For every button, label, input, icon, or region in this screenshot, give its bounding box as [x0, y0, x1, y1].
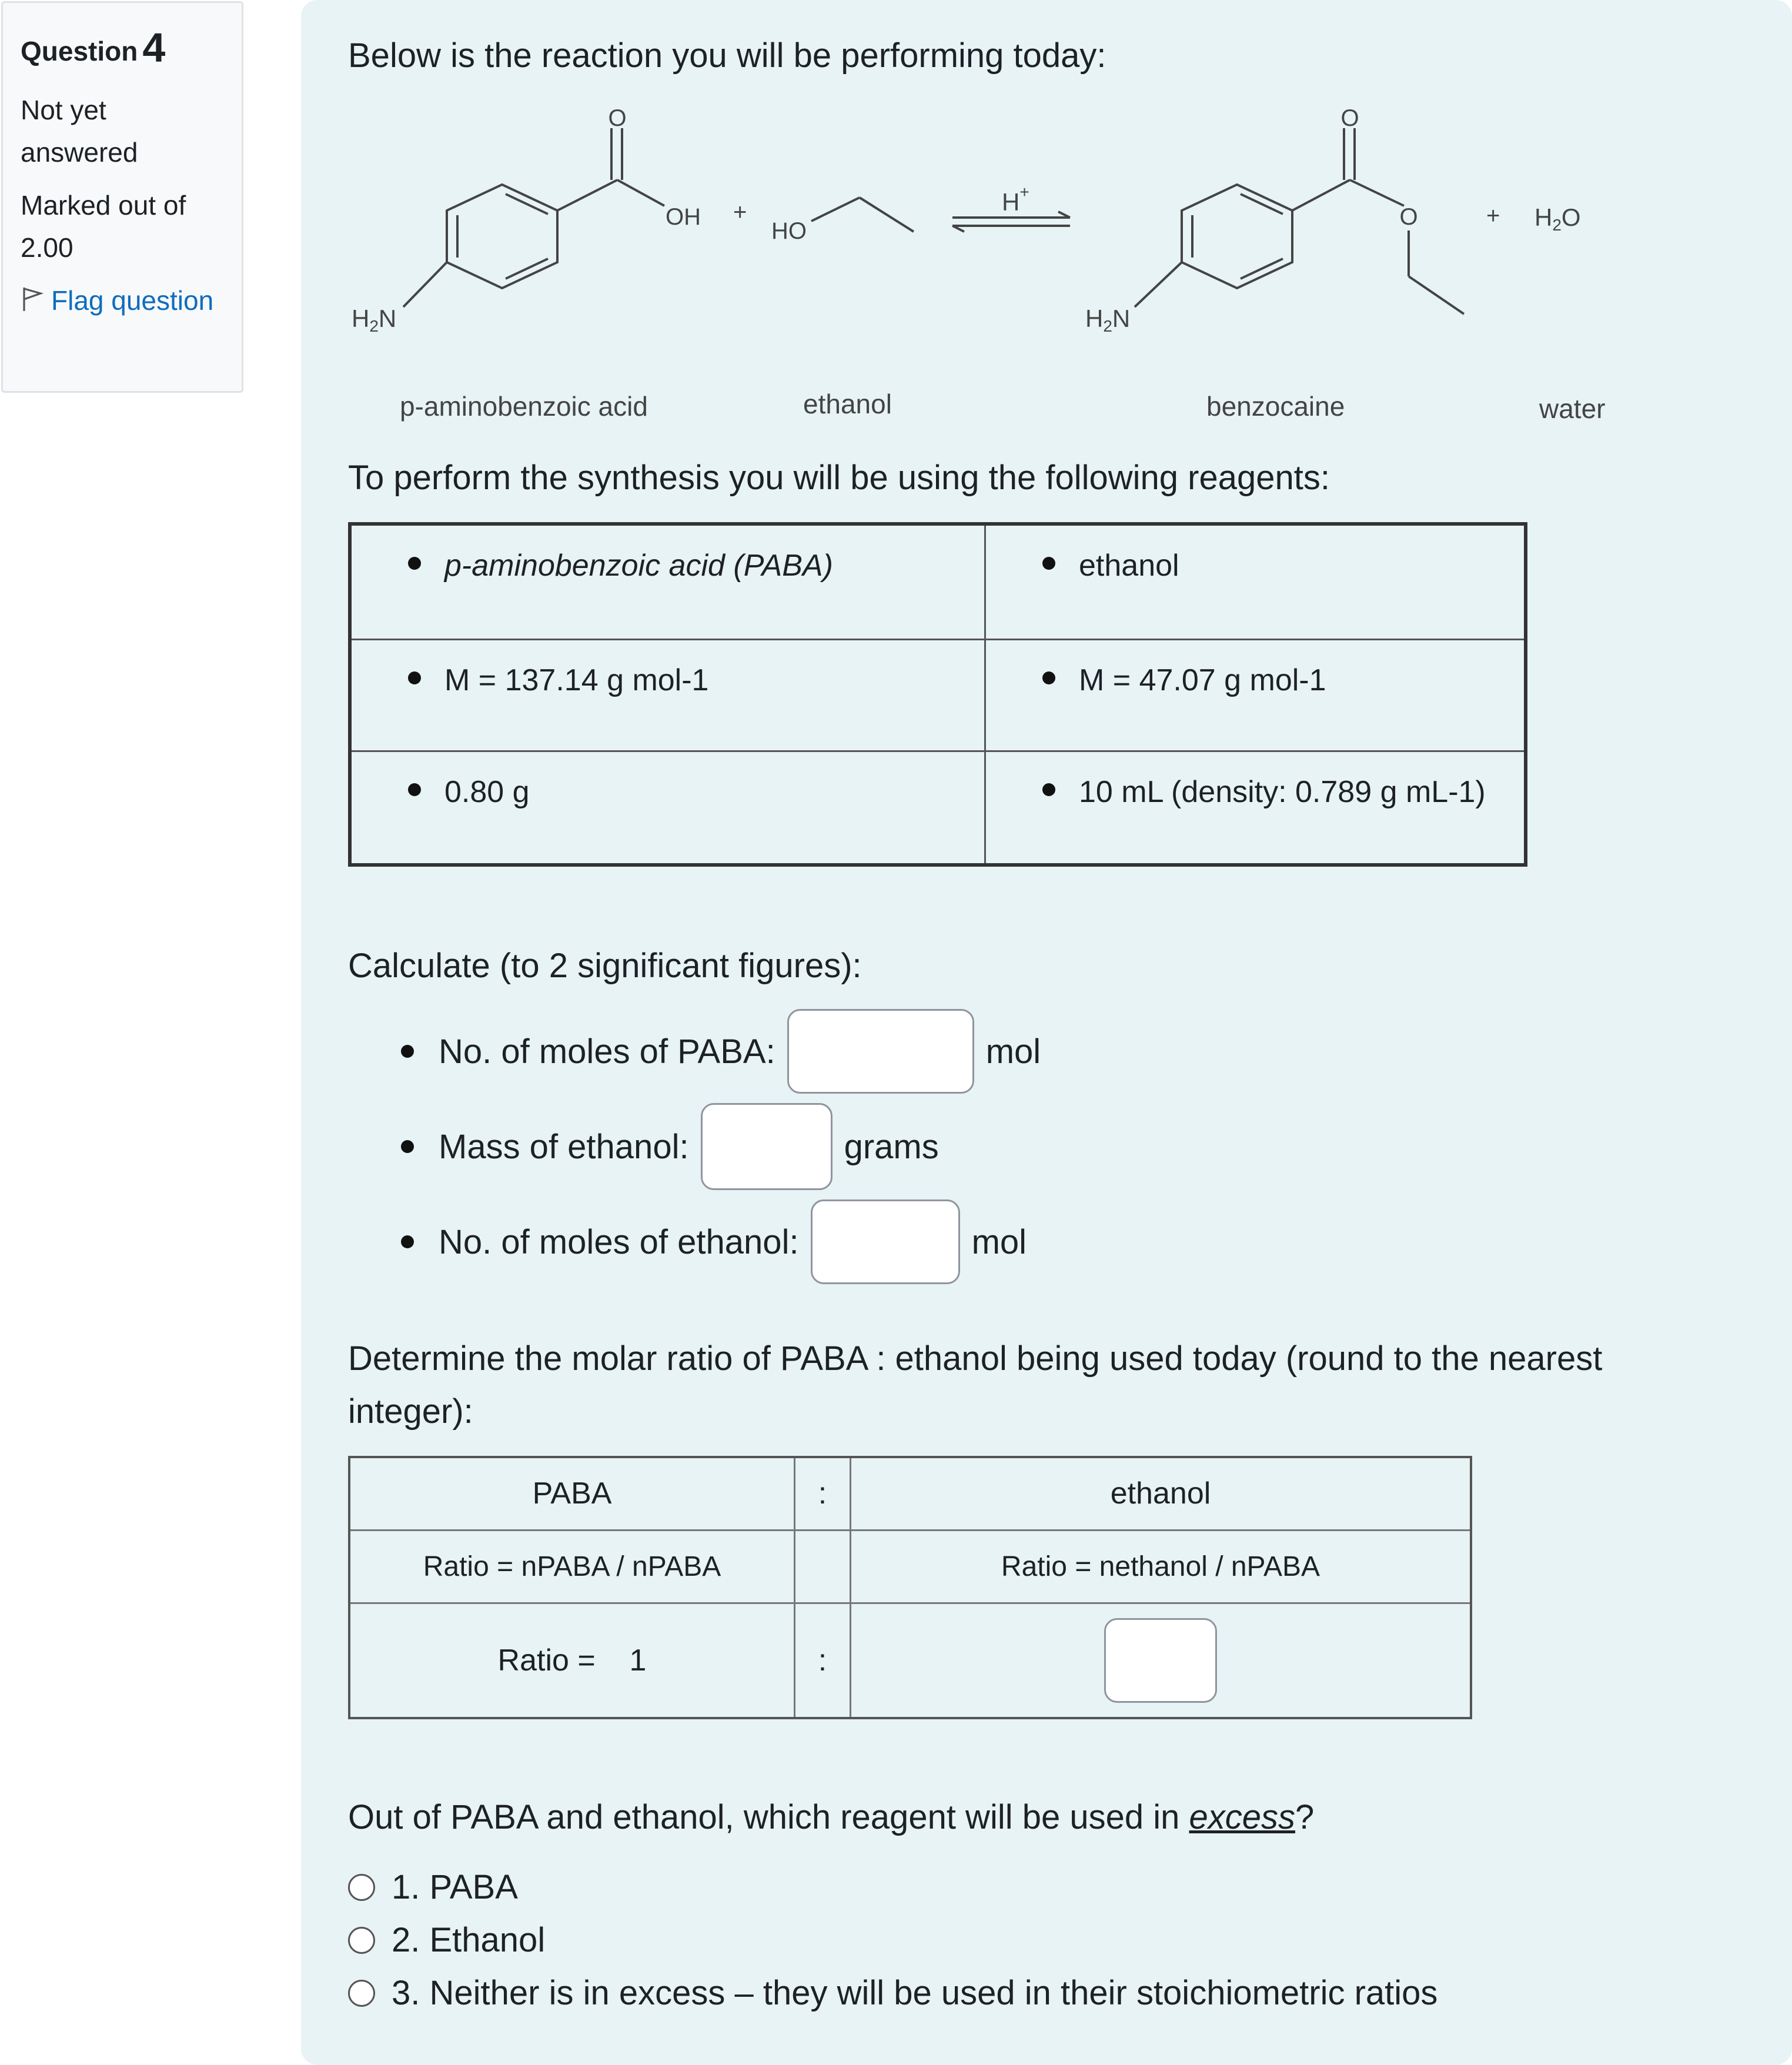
- svg-text:+: +: [1486, 203, 1500, 229]
- reagents-table: [348, 522, 1527, 867]
- reagent-ethanol-amount: 10 mL (density: 0.789 g mL-1): [1079, 774, 1486, 809]
- question-state: Not yet answered: [21, 95, 138, 168]
- reagent-paba-molar-mass: M = 137.14 g mol-1: [444, 663, 709, 697]
- flag-icon: [21, 286, 44, 312]
- ratio-head-ethanol: ethanol: [851, 1457, 1472, 1530]
- radio-neither[interactable]: [348, 1980, 375, 2007]
- ratio-formula-ethanol: Ratio = nethanol / nPABA: [851, 1530, 1472, 1603]
- ratio-intro-line2: integer):: [348, 1392, 473, 1431]
- svg-text:O: O: [1340, 105, 1359, 131]
- flag-question-link[interactable]: Flag question: [21, 279, 224, 322]
- reagents-intro: To perform the synthesis you will be using the following reagents:: [348, 459, 1330, 497]
- ratio-value-paba: Ratio = 1: [349, 1603, 795, 1718]
- calc-item-mass-ethanol: Mass of ethanol: grams: [401, 1103, 939, 1190]
- moles-paba-input[interactable]: [787, 1009, 974, 1094]
- excess-option-neither[interactable]: 3. Neither is in excess – they will be used in their stoichiometric ratios: [348, 1973, 1437, 2013]
- calc-intro: Calculate (to 2 significant figures):: [348, 947, 862, 985]
- reagent-ethanol-molar-mass: M = 47.07 g mol-1: [1079, 663, 1326, 697]
- reaction-intro: Below is the reaction you will be performing today:: [348, 36, 1106, 75]
- ratio-colon: :: [795, 1603, 851, 1718]
- ratio-table: [348, 1456, 1472, 1719]
- svg-text:H2N: H2N: [1085, 305, 1131, 335]
- label-paba: p-aminobenzoic acid: [400, 391, 648, 422]
- svg-text:O: O: [608, 105, 627, 131]
- excess-option-paba[interactable]: 1. PABA: [348, 1867, 518, 1907]
- svg-text:H+: H+: [1002, 183, 1029, 216]
- label-benzocaine: benzocaine: [1206, 391, 1345, 422]
- label-ethanol: ethanol: [803, 389, 892, 419]
- question-grade: Marked out of 2.00: [21, 190, 186, 263]
- reaction-diagram: [301, 0, 1792, 435]
- calc-item-moles-paba: No. of moles of PABA: mol: [401, 1009, 1041, 1094]
- svg-text:HO: HO: [771, 218, 807, 244]
- ratio-colon: :: [795, 1457, 851, 1530]
- svg-text:O: O: [1399, 204, 1418, 230]
- question-info: [1, 1, 243, 393]
- question-content: [301, 0, 1792, 2065]
- svg-text:H2N: H2N: [352, 305, 397, 335]
- svg-text:+: +: [733, 199, 747, 225]
- reagent-ethanol-name: ethanol: [1079, 549, 1179, 583]
- calc-item-moles-ethanol: No. of moles of ethanol: mol: [401, 1199, 1027, 1284]
- reagent-paba-name: p-aminobenzoic acid (PABA): [444, 549, 833, 583]
- ratio-intro-line1: Determine the molar ratio of PABA : ethanol being used today (round to the nearest: [348, 1339, 1603, 1378]
- question-number: Question 4: [21, 25, 166, 71]
- label-water: water: [1539, 393, 1606, 424]
- ratio-ethanol-input[interactable]: [1104, 1618, 1217, 1703]
- excess-question: Out of PABA and ethanol, which reagent will be used in excess?: [348, 1798, 1315, 1836]
- moles-ethanol-input[interactable]: [811, 1199, 960, 1284]
- mass-ethanol-input[interactable]: [701, 1103, 833, 1190]
- reagent-paba-amount: 0.80 g: [444, 774, 530, 809]
- svg-text:H2O: H2O: [1534, 203, 1581, 234]
- excess-option-ethanol[interactable]: 2. Ethanol: [348, 1920, 545, 1960]
- radio-ethanol[interactable]: [348, 1927, 375, 1954]
- ratio-head-paba: PABA: [349, 1457, 795, 1530]
- reaction-scheme: [301, 0, 1792, 435]
- svg-text:OH: OH: [666, 204, 701, 230]
- ratio-formula-paba: Ratio = nPABA / nPABA: [349, 1530, 795, 1603]
- radio-paba[interactable]: [348, 1874, 375, 1901]
